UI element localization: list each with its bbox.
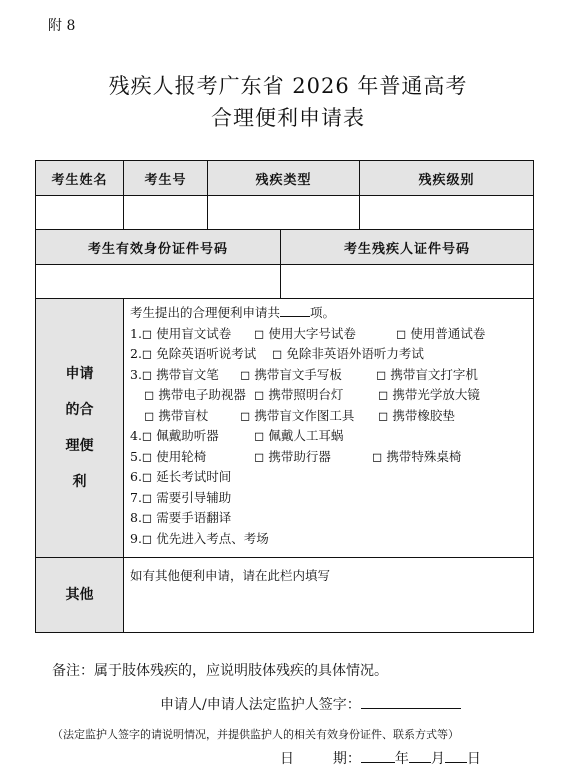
option-line-5 [130, 406, 527, 427]
option-cochlear-implant[interactable]: ◻ 佩戴人工耳蜗 [254, 428, 344, 443]
option-line-7 [130, 447, 527, 468]
disability-cert-no-field[interactable] [281, 265, 534, 299]
option-priority-entry[interactable]: 9.◻ 优先进入考点、考场 [130, 530, 269, 546]
request-count-blank[interactable] [280, 304, 310, 317]
signature-field[interactable] [361, 694, 461, 709]
option-extend-time[interactable]: 6.◻ 延长考试时间 [130, 469, 232, 484]
option-line-6 [130, 426, 527, 447]
option-line-1 [130, 324, 527, 345]
date-row: 日 期： 年 月 日 [280, 751, 481, 767]
option-braille-slate[interactable]: ◻ 携带盲文手写板 [240, 366, 342, 382]
option-wheelchair[interactable]: 5.◻ 使用轮椅 [130, 448, 207, 464]
year-field[interactable] [361, 750, 395, 763]
id-no-field[interactable] [36, 265, 281, 299]
option-electronic-magnifier[interactable]: ◻ 携带电子助视器 [144, 387, 246, 402]
option-large-print-paper[interactable]: ◻ 使用大字号试卷 [254, 325, 356, 341]
signature-row [160, 694, 461, 714]
option-exempt-other-listening[interactable]: ◻ 免除非英语外语听力考试 [272, 346, 424, 361]
option-sign-language[interactable]: 8.◻ 需要手语翻译 [130, 510, 232, 525]
day-field[interactable] [445, 750, 467, 763]
option-braille-pen[interactable]: 3.◻ 携带盲文笔 [130, 366, 219, 382]
option-line-3 [130, 365, 527, 386]
guardian-note: （法定监护人签字的请说明情况，并提供监护人的相关有效身份证件、联系方式等） [52, 728, 459, 741]
application-table [35, 160, 534, 633]
remark-note: 备注：属于肢体残疾的，应说明肢体残疾的具体情况。 [52, 663, 388, 679]
name-field[interactable] [36, 196, 124, 230]
option-braille-drawing-tools[interactable]: ◻ 携带盲文作图工具 [240, 407, 355, 423]
option-standard-paper[interactable]: ◻ 使用普通试卷 [396, 325, 486, 341]
option-line-2 [130, 344, 527, 365]
header-disability-type: 残疾类型 [208, 161, 360, 196]
option-braille-paper[interactable]: 1.◻ 使用盲文试卷 [130, 325, 232, 341]
request-intro: 考生提出的合理便利申请共 项。 [130, 305, 336, 320]
request-options [124, 299, 534, 558]
attachment-label: 附 8 [48, 18, 76, 34]
option-optical-magnifier[interactable]: ◻ 携带光学放大镜 [378, 387, 480, 402]
other-label: 其他 [36, 558, 124, 633]
disability-type-field[interactable] [208, 196, 360, 230]
option-line-4 [130, 385, 527, 406]
header-name: 考生姓名 [36, 161, 124, 196]
form-subtitle: 合理便利申请表 [211, 106, 365, 130]
header-exam-no: 考生号 [124, 161, 208, 196]
form-title: 残疾人报考广东省 2026 年普通高考 [108, 74, 468, 98]
option-braille-typewriter[interactable]: ◻ 携带盲文打字机 [376, 366, 478, 382]
option-rubber-mat[interactable]: ◻ 携带橡胶垫 [378, 407, 455, 423]
option-walker[interactable]: ◻ 携带助行器 [254, 448, 331, 464]
header-disability-cert-no: 考生残疾人证件号码 [281, 230, 534, 265]
disability-level-field[interactable] [360, 196, 534, 230]
exam-no-field[interactable] [124, 196, 208, 230]
request-side-label: 申请 的合 理便 利 [36, 299, 124, 558]
month-field[interactable] [409, 750, 431, 763]
other-hint: 如有其他便利申请，请在此栏内填写 [130, 568, 331, 583]
option-desk-lamp[interactable]: ◻ 携带照明台灯 [254, 387, 344, 402]
option-guide-assistance[interactable]: 7.◻ 需要引导辅助 [130, 489, 232, 505]
other-field[interactable] [124, 558, 534, 633]
option-white-cane[interactable]: ◻ 携带盲杖 [144, 407, 209, 423]
option-hearing-aid[interactable]: 4.◻ 佩戴助听器 [130, 428, 219, 443]
header-id-no: 考生有效身份证件号码 [36, 230, 281, 265]
header-disability-level: 残疾级别 [360, 161, 534, 196]
signature-label: 申请人/申请人法定监护人签字： [160, 697, 361, 713]
option-special-desk[interactable]: ◻ 携带特殊桌椅 [372, 448, 462, 464]
option-exempt-english-listening[interactable]: 2.◻ 免除英语听说考试 [130, 346, 257, 361]
